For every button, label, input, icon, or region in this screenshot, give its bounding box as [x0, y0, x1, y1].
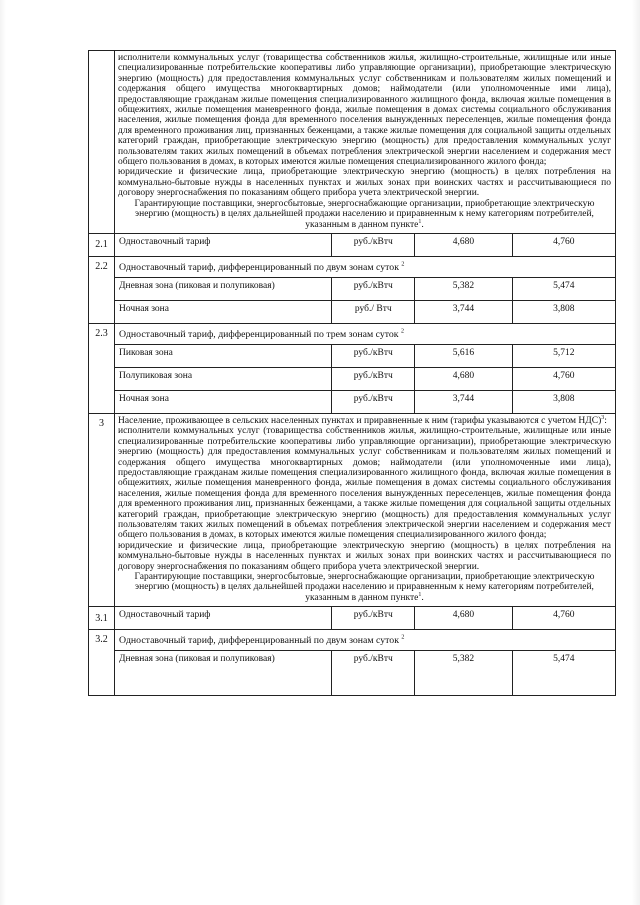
tariff-table: [88, 50, 616, 696]
tariff-label: Ночная зона: [119, 303, 169, 314]
tariff-unit: руб./ Втч: [331, 301, 414, 323]
section3-description: [115, 413, 616, 606]
footnote-mark: 1: [418, 218, 422, 225]
tariff-value-first-half: 4,680: [414, 607, 511, 629]
tariff-value-first-half: 5,382: [414, 278, 511, 300]
tariff-value-second-half: 3,808: [512, 301, 615, 323]
row-number: 3.2: [89, 630, 115, 696]
tariff-label: Одноставочный тариф: [119, 610, 211, 621]
footnote-mark: 2: [401, 634, 405, 641]
tariff-value-first-half: 3,744: [414, 301, 511, 323]
tariff-unit: руб./кВтч: [331, 391, 414, 413]
table-row: [89, 607, 616, 630]
group-caption: Одноставочный тариф, дифференцированный по двум зонам суток $^2$: [119, 634, 405, 647]
row-number: 3.1: [89, 607, 115, 630]
tariff-value-second-half: 5,474: [512, 651, 615, 673]
tariff-group-3-2: [115, 630, 616, 696]
section2-paragraph-b: юридические и физические лица, приобретающие электрическую энергию (мощность) в целях потребления на коммунально-бытовые нужды в населенных пунктах и жилых зонах при воинских частях и рассчитывающиеся по договору энергоснабжения по показаниям общего прибора учета электрической энергии.: [118, 167, 611, 199]
tariff-unit: руб./кВтч: [331, 607, 414, 629]
footnote-mark: 1: [418, 591, 422, 598]
tariff-group-2-3: [115, 323, 616, 413]
tariff-label: Одноставочный тариф: [119, 236, 211, 247]
tariff-value-second-half: 4,760: [512, 368, 615, 390]
tariff-value-second-half: 4,760: [512, 234, 615, 256]
tariff-value-second-half: 5,712: [512, 345, 615, 367]
tariff-unit: руб./кВтч: [331, 278, 414, 300]
group-caption: Одноставочный тариф, дифференцированный по трем зонам суток $^2$: [119, 328, 405, 340]
tariff-group-2-2: [115, 256, 616, 323]
table-row: [89, 630, 616, 696]
section3-paragraph-c: Гарантирующие поставщики, энергосбытовые, энергоснабжающие организации, приобретающие электрическую энергию (мощность) в целях дальнейшей продажи населению и приравненным к нему категориям потребителей, указанным в данном пункте$^1$.: [134, 572, 595, 603]
table-row: [89, 413, 616, 606]
tariff-value-first-half: 4,680: [414, 234, 511, 256]
tariff-label: Дневная зона (пиковая и полупиковая): [119, 280, 275, 291]
section2-paragraph-c: Гарантирующие поставщики, энергосбытовые, энергоснабжающие организации, приобретающие электрическую энергию (мощность) в целях дальнейшей продажи населению и приравненным к нему категориям потребителей, указанным в данном пункте$^1$.: [134, 198, 595, 230]
tariff-label: Ночная зона: [119, 393, 169, 404]
tariff-value-first-half: 5,382: [414, 651, 511, 673]
tariff-label: Дневная зона (пиковая и полупиковая): [119, 654, 275, 665]
tariff-value-first-half: 5,616: [414, 345, 511, 367]
tariff-value-second-half: 3,808: [512, 391, 615, 413]
tariff-label: Полупиковая зона: [119, 370, 193, 381]
table-row: [89, 233, 616, 256]
tariff-value-second-half: 5,474: [512, 278, 615, 300]
group-caption: Одноставочный тариф, дифференцированный по двум зонам суток $^2$: [119, 261, 405, 273]
section3-heading: Население, проживающее в сельских населенных пунктах и приравненные к ним (тарифы указываются с учетом НДС)$^3$:: [118, 414, 607, 426]
tariff-value-first-half: 4,680: [414, 368, 511, 390]
table-row: [89, 256, 616, 323]
tariff-row-3-1: [115, 607, 616, 630]
tariff-unit: руб./кВтч: [331, 651, 414, 673]
tariff-unit: руб./кВтч: [331, 234, 414, 256]
row-number: 2.2: [89, 256, 115, 323]
section3-paragraph-b: юридические и физические лица, приобретающие электрическую энергию (мощность) в целях потребления на коммунально-бытовые нужды в населенных пунктах и жилых зонах при воинских частях и рассчитывающиеся по договору энергоснабжения по показаниям общего прибора учета электрической энергии.: [118, 540, 611, 572]
table-row: [89, 51, 616, 234]
row-number: 3: [89, 413, 115, 606]
tariff-value-second-half: 4,760: [512, 607, 615, 629]
section3-paragraph-a: исполнители коммунальных услуг (товарищества собственников жилья, жилищно-строительные, жилищные или иные специализированные потребительские кооперативы либо управляющие организации), приобретающие электрическую энергию (мощность) для предоставления коммунальных услуг собственникам и пользователям жилых помещений и содержания общего имущества многоквартирных домов; наймодатели (или уполномоченные ими лица), предоставляющие гражданам жилые помещения специализированного жилищного фонда, включая жилые помещения в общежитиях, жилые помещения маневренного фонда, жилые помещения в домах системы социального обслуживания населения, жилые помещения фонда для временного поселения вынужденных переселенцев, жилые помещения фонда для временного проживания лиц, признанных беженцами, а также жилые помещения для социальной защиты отдельных категорий граждан, приобретающие электрическую энергию (мощность) для предоставления коммунальных услуг пользователям таких жилых помещений в объемах потребления электрической энергии населением и содержания мест общего пользования в домах, в которых имеются жилые помещения специализированного жилого фонда;: [118, 426, 611, 541]
row-number: 2.1: [89, 233, 115, 256]
row-number: 2.3: [89, 323, 115, 413]
footnote-mark: 2: [401, 328, 405, 335]
tariff-value-first-half: 3,744: [414, 391, 511, 413]
row-number-empty: [89, 51, 115, 234]
footnote-mark: 3: [601, 414, 605, 421]
footnote-mark: 2: [401, 261, 405, 268]
section2-paragraph-a: исполнители коммунальных услуг (товарищества собственников жилья, жилищно-строительные, жилищные или иные специализированные потребительские кооперативы либо управляющие организации), приобретающие электрическую энергию (мощность) для предоставления коммунальных услуг собственникам и пользователям жилых помещений и содержания общего имущества многоквартирных домов; наймодатели (или уполномоченные ими лица), предоставляющие гражданам жилые помещения специализированного жилищного фонда, включая жилые помещения в общежитиях, жилые помещения маневренного фонда, жилые помещения в домах системы социального обслуживания населения, жилые помещения фонда для временного поселения вынужденных переселенцев, жилые помещения фонда для временного проживания лиц, признанных беженцами, а также жилые помещения для социальной защиты отдельных категорий граждан, приобретающие электрическую энергию (мощность) для предоставления коммунальных услуг пользователям таких жилых помещений в объемах потребления электрической энергии населением и содержания мест общего пользования в домах, в которых имеются жилые помещения специализированного жилого фонда;: [118, 53, 611, 168]
section2-description: [115, 51, 616, 234]
tariff-row-2-1: [115, 233, 616, 256]
tariff-unit: руб./кВтч: [331, 345, 414, 367]
table-row: [89, 323, 616, 413]
tariff-unit: руб./кВтч: [331, 368, 414, 390]
tariff-label: Пиковая зона: [119, 347, 173, 358]
table-continuation: [115, 673, 615, 695]
